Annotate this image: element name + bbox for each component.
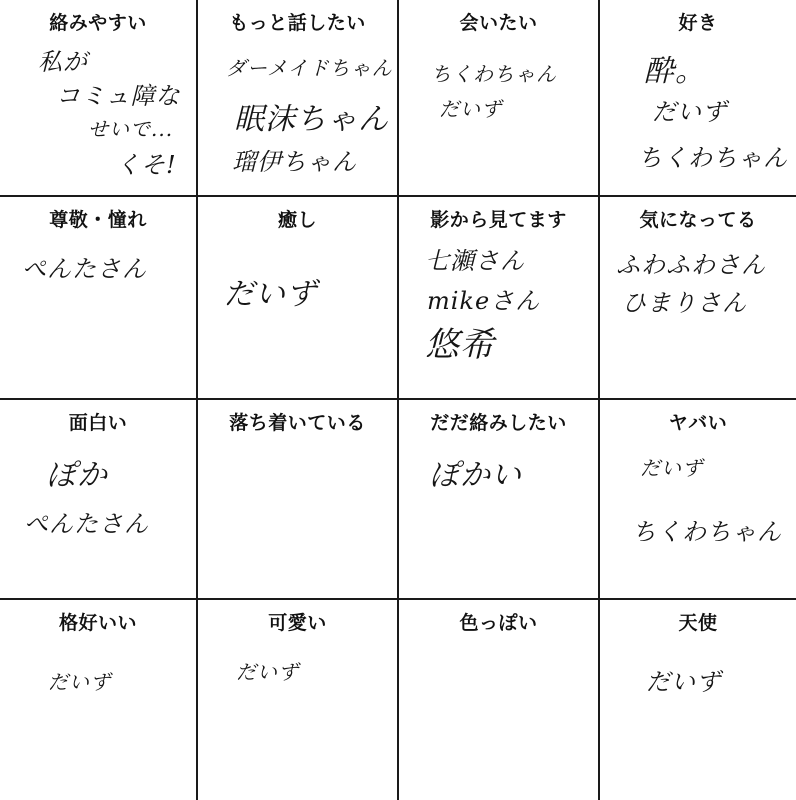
handwritten-entry: だいず [652, 98, 727, 126]
handwritten-entry: ダーメイドちゃん [226, 56, 393, 80]
cell-suki [600, 0, 796, 197]
handwritten-entry: せいで... [88, 117, 174, 141]
cell-motto-hanashitai [198, 0, 399, 197]
handwritten-entry: だいず [646, 668, 721, 696]
cell-title: 絡みやすい [49, 12, 147, 34]
handwritten-entry: ふわふわさん [616, 251, 766, 279]
handwritten-entry: ぺんたさん [24, 510, 149, 538]
cell-ochitsuiteiru [198, 400, 399, 600]
cell-title: だだ絡みしたい [430, 412, 567, 434]
cell-omoshiroi [0, 400, 198, 600]
handwritten-entry: ちくわちゃん [632, 518, 782, 546]
cell-karami-yasui [0, 0, 198, 197]
cell-title: もっと話したい [229, 12, 366, 34]
handwritten-entry: ちくわちゃん [638, 144, 788, 172]
cell-title: 会いたい [459, 12, 538, 34]
handwritten-entry: 酔。 [644, 54, 706, 89]
cell-title: 癒し [277, 209, 317, 231]
handwritten-entry: 七瀬さん [425, 247, 525, 275]
cell-kakkoii [0, 600, 198, 800]
cell-tenshi [600, 600, 796, 800]
cell-title: 尊敬・憧れ [49, 209, 147, 231]
cell-iroppoi [399, 600, 600, 800]
cell-kawaii [198, 600, 399, 800]
handwritten-entry: だいず [236, 660, 299, 684]
cell-title: 好き [678, 12, 718, 34]
handwritten-entry: だいず [640, 456, 703, 480]
cell-title: 気になってる [639, 209, 757, 231]
cell-title: 天使 [678, 612, 718, 634]
handwritten-entry: mikeさん [427, 287, 541, 315]
cell-yabai [600, 400, 796, 600]
cell-iyashi [198, 197, 399, 400]
handwritten-entry: 瑠伊ちゃん [232, 148, 357, 176]
cell-title: 面白い [68, 412, 128, 434]
handwritten-entry: ひまりさん [622, 289, 747, 317]
handwritten-entry: だいず [439, 97, 502, 121]
cell-ki-ni-natteru [600, 197, 796, 400]
cell-dadakarami-shitai [399, 400, 600, 600]
cell-title: 格好いい [58, 612, 137, 634]
handwritten-entry: ぺんたさん [22, 255, 147, 283]
handwritten-entry: だいず [224, 277, 317, 312]
handwritten-entry: コミュ障な [56, 82, 181, 110]
handwritten-entry: 悠希 [425, 325, 495, 365]
handwritten-entry: 私が [38, 48, 88, 76]
cell-aitai [399, 0, 600, 197]
handwritten-entry: くそ! [116, 151, 177, 179]
cell-title: ヤバい [668, 412, 728, 434]
handwritten-entry: ぽかい [429, 458, 522, 493]
cell-title: 可愛い [268, 612, 327, 634]
handwritten-entry: ちくわちゃん [431, 62, 557, 86]
cell-title: 影から見てます [430, 209, 567, 231]
handwritten-entry: 眠沫ちゃん [234, 102, 389, 137]
cell-title: 落ち着いている [229, 412, 366, 434]
cell-title: 色っぽい [459, 612, 538, 634]
handwritten-entry: だいず [48, 670, 111, 694]
handwritten-entry: ぽか [46, 458, 108, 493]
cell-kage-kara-mitemasu [399, 197, 600, 400]
cell-sonkei-akogare [0, 197, 198, 400]
